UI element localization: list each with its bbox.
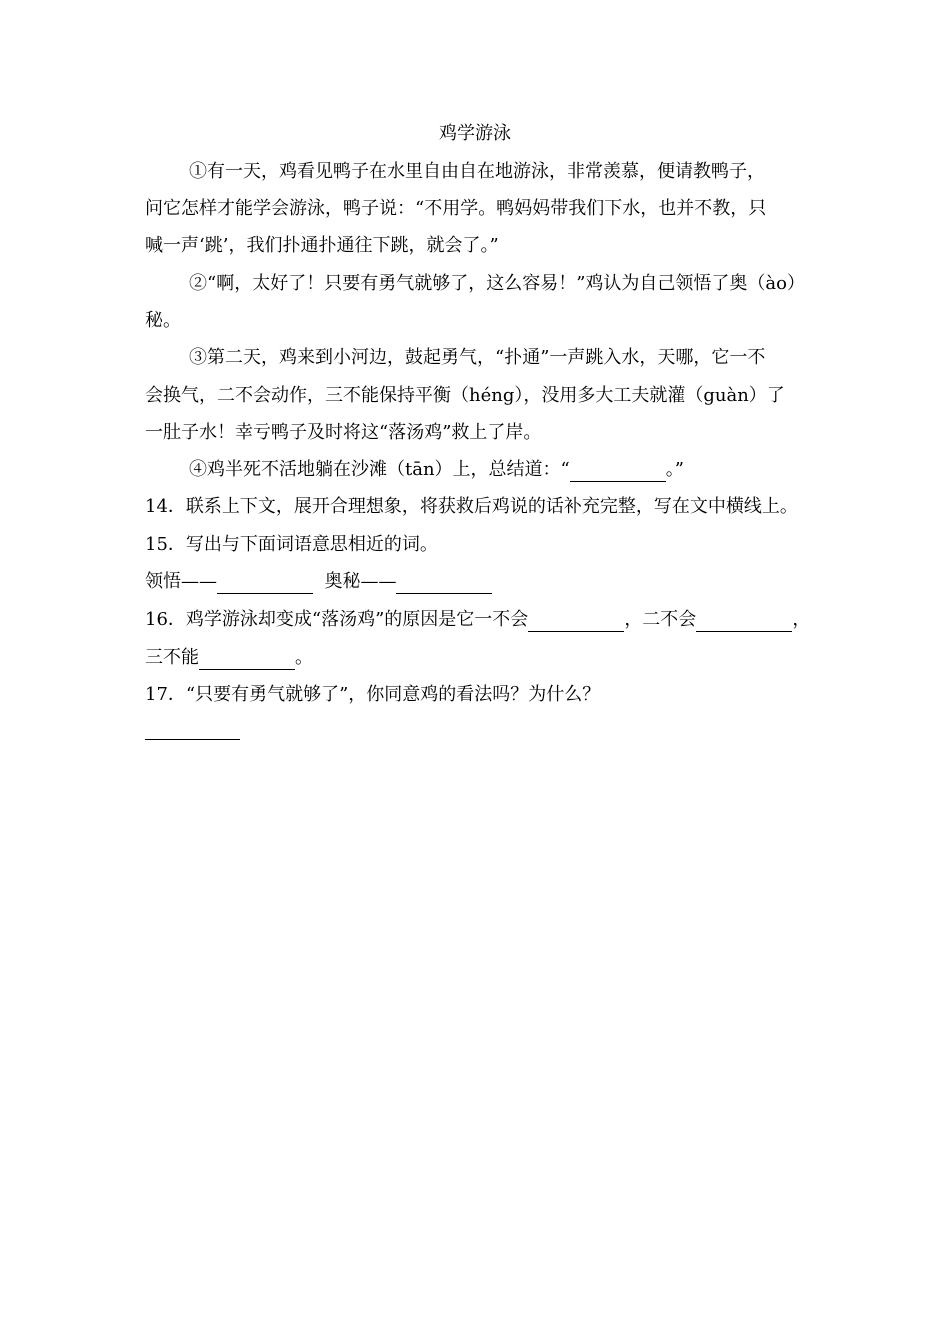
paragraph-1-line-1: ①有一天，鸡看见鸭子在水里自由自在地游泳，非常羡慕，便请教鸭子， — [189, 161, 765, 182]
question-17: 17．“只要有勇气就够了”，你同意鸡的看法吗？为什么？ — [145, 684, 601, 705]
question-15-answers — [145, 570, 492, 594]
q17-answer-blank[interactable] — [145, 739, 240, 740]
q16-answer-blank-2[interactable] — [696, 611, 792, 632]
paragraph-2-line-1: ②“啊，太好了！只要有勇气就够了，这么容易！”鸡认为自己领悟了奥（ào） — [189, 273, 805, 294]
paragraph-2-line-2: 秘。 — [145, 310, 181, 331]
q16-answer-blank-3[interactable] — [199, 649, 295, 670]
q16-part-1: 16．鸡学游泳却变成“落汤鸡”的原因是它一不会 — [145, 609, 529, 630]
paragraph-3-line-2: 会换气，二不会动作，三不能保持平衡（héng），没用多大工夫就灌（guàn）了 — [145, 385, 785, 406]
paragraph-4-prefix: ④鸡半死不活地躺在沙滩（tān）上，总结道：“ — [189, 459, 570, 480]
question-15: 15．写出与下面词语意思相近的词。 — [145, 534, 438, 555]
q16-part-5: 。 — [295, 647, 313, 668]
q16-part-2: ，二不会 — [624, 609, 697, 630]
q15-word-1: 领悟—— — [145, 571, 217, 592]
q16-part-4: 三不能 — [145, 647, 199, 668]
q15-answer-blank-1[interactable] — [217, 573, 313, 594]
paragraph-1-line-3: 喊一声‘跳’，我们扑通扑通往下跳，就会了。” — [145, 235, 499, 256]
q15-word-2: 奥秘—— — [324, 571, 397, 592]
paragraph-1-line-2: 问它怎样才能学会游泳，鸭子说：“不用学。鸭妈妈带我们下水，也并不教，只 — [145, 198, 767, 219]
paragraph-4 — [189, 458, 684, 482]
paragraph-4-suffix: 。” — [665, 459, 684, 480]
question-16-line-1 — [145, 608, 810, 632]
question-14: 14．联系上下文，展开合理想象，将获救后鸡说的话补充完整，写在文中横线上。 — [145, 496, 798, 517]
answer-blank-chicken-speech[interactable] — [570, 461, 666, 482]
question-16-line-2 — [145, 646, 313, 670]
paragraph-3-line-3: 一肚子水！幸亏鸭子及时将这“落汤鸡”救上了岸。 — [145, 422, 542, 443]
passage-title: 鸡学游泳 — [439, 123, 511, 144]
q16-part-3: ， — [792, 609, 811, 630]
q16-answer-blank-1[interactable] — [528, 611, 624, 632]
q15-answer-blank-2[interactable] — [396, 573, 492, 594]
paragraph-3-line-1: ③第二天，鸡来到小河边，鼓起勇气，“扑通”一声跳入水，天哪，它一不 — [189, 347, 766, 368]
